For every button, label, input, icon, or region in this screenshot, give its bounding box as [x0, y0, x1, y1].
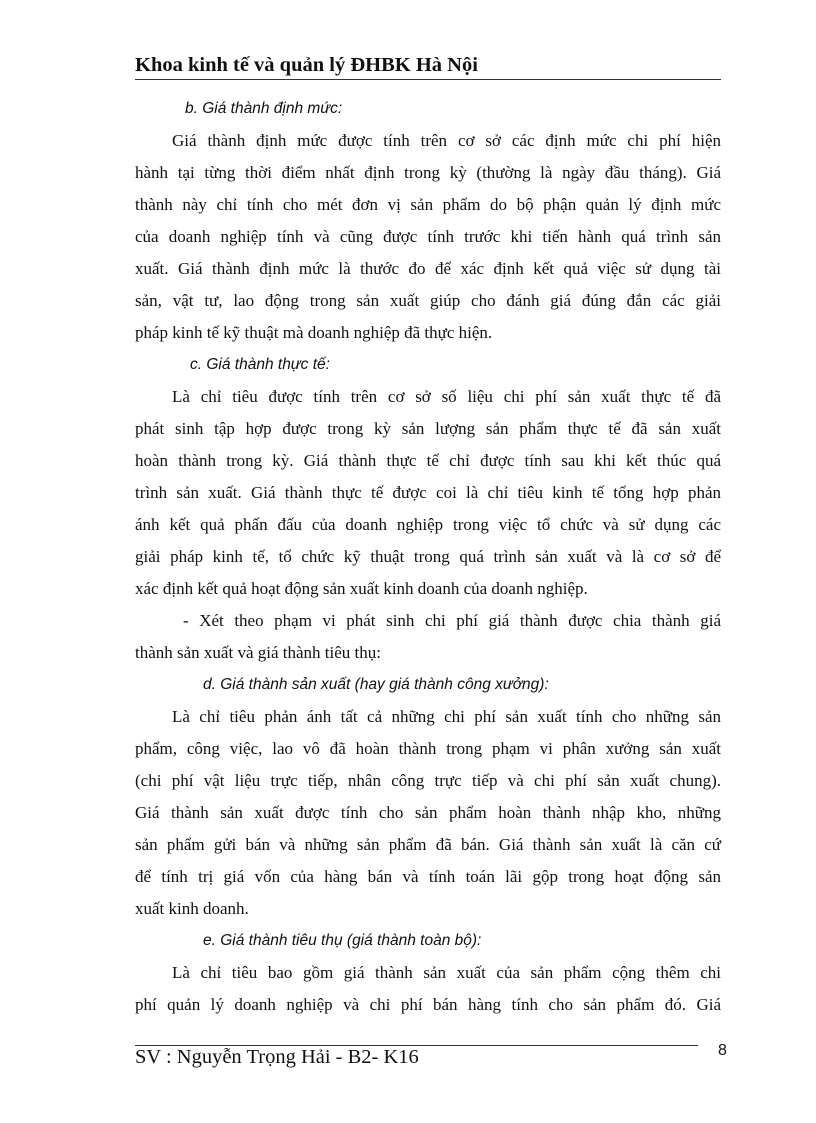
paragraph-line: xuất kinh doanh.	[135, 899, 249, 918]
paragraph-line: Giá thành định mức được tính trên cơ sở các định mức chi phí hiện	[172, 131, 721, 150]
header-divider	[135, 79, 721, 80]
paragraph-line: Là chỉ tiêu bao gồm giá thành sản xuất của sản phẩm cộng thêm chi	[172, 963, 721, 982]
paragraph-line: xuất. Giá thành định mức là thước đo để xác định kết quả việc sử dụng tài	[135, 259, 721, 278]
paragraph-line: pháp kinh tế kỹ thuật mà doanh nghiệp đã thực hiện.	[135, 323, 493, 342]
section-heading-c: c. Giá thành thực tế:	[190, 356, 330, 373]
paragraph-line: Là chỉ tiêu phản ánh tất cả những chi phí sản xuất tính cho những sản	[172, 707, 721, 726]
paragraph-line: thành này chỉ tính cho mét đơn vị sản phẩm do bộ phận quản lý định mức	[135, 195, 721, 214]
paragraph-line: hành tại từng thời điểm nhất định trong kỳ (thường là ngày đầu tháng). Giá	[135, 163, 721, 182]
paragraph-line: ánh kết quả phấn đấu của doanh nghiệp trong việc tổ chức và sử dụng các	[135, 515, 721, 534]
section-heading-e: e. Giá thành tiêu thụ (giá thành toàn bộ):	[203, 932, 482, 949]
paragraph-line: giải pháp kinh tế, tổ chức kỹ thuật trong quá trình sản xuất và là cơ sở để	[135, 547, 721, 566]
paragraph-line: Là chỉ tiêu được tính trên cơ sở số liệu chi phí sản xuất thực tế đã	[172, 387, 721, 406]
paragraph-line: sản phẩm gửi bán và những sản phẩm đã bán. Giá thành sản xuất là căn cứ	[135, 835, 721, 854]
paragraph-line: thành sản xuất và giá thành tiêu thụ:	[135, 643, 381, 662]
paragraph-line: để tính trị giá vốn của hàng bán và tính toán lãi gộp trong hoạt động sản	[135, 867, 721, 886]
paragraph-line: trình sản xuất. Giá thành thực tế được coi là chỉ tiêu kinh tế tổng hợp phản	[135, 483, 721, 502]
section-heading-d: d. Giá thành sản xuất (hay giá thành công xưởng):	[203, 676, 549, 693]
paragraph-line: - Xét theo phạm vi phát sinh chi phí giá thành được chia thành giá	[183, 611, 721, 630]
document-body	[135, 93, 721, 1021]
paragraph-line: Giá thành sản xuất được tính cho sản phẩm hoàn thành nhập kho, những	[135, 803, 721, 822]
paragraph-line: phí quản lý doanh nghiệp và chi phí bán hàng tính cho sản phẩm đó. Giá	[135, 995, 721, 1014]
paragraph-line: của doanh nghiệp tính và cũng được tính trước khi tiến hành quá trình sản	[135, 227, 721, 246]
paragraph-line: sản, vật tư, lao động trong sản xuất giúp cho đánh giá đúng đắn các giải	[135, 291, 721, 310]
page-header-title: Khoa kinh tế và quản lý ĐHBK Hà Nội	[135, 54, 478, 76]
paragraph-line: phẩm, công việc, lao vô đã hoàn thành trong phạm vi phân xưởng sản xuất	[135, 739, 721, 758]
paragraph-line: xác định kết quả hoạt động sản xuất kinh doanh của doanh nghiệp.	[135, 579, 588, 598]
page-number: 8	[718, 1042, 727, 1059]
paragraph-line: hoàn thành trong kỳ. Giá thành thực tế chỉ được tính sau khi kết thúc quá	[135, 451, 721, 470]
paragraph-line: (chi phí vật liệu trực tiếp, nhân công trực tiếp và chi phí sản xuất chung).	[135, 771, 721, 790]
section-heading-b: b. Giá thành định mức:	[185, 100, 343, 117]
paragraph-line: phát sinh tập hợp được trong kỳ sản lượng sản phẩm thực tế đã sản xuất	[135, 419, 721, 438]
footer-author: SV : Nguyễn Trọng Hải - B2- K16	[135, 1046, 419, 1068]
